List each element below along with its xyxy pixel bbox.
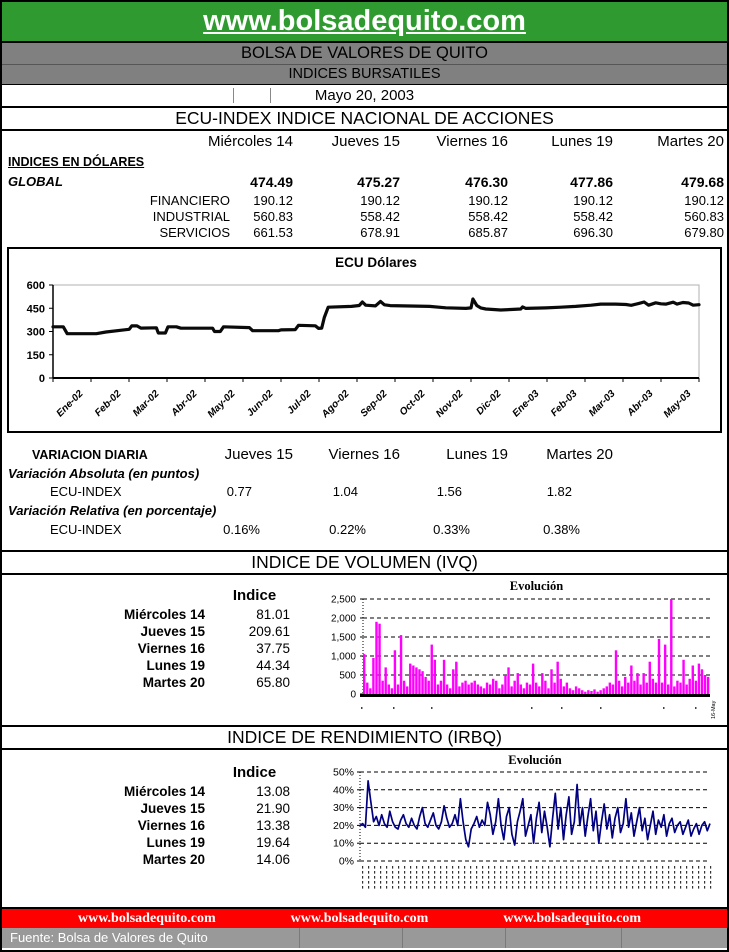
ecu-row-industrial [2,209,727,225]
svg-text:2,000: 2,000 [330,613,356,625]
value: 0.16% [223,522,260,537]
ivq-volume-chart [308,577,720,723]
footer-url-link[interactable]: www.bolsadequito.com [503,910,641,926]
group-label: INDICES EN DÓLARES [8,155,145,169]
row-label: Jueves 15 [140,801,205,816]
value: 477.86 [570,174,613,190]
value: 14.06 [256,852,290,867]
row-label: Miércoles 14 [123,607,205,622]
svg-text:150: 150 [26,349,45,362]
row-group-label: Variación Absoluta (en puntos) [8,466,200,481]
ecu-section-title: ECU-INDEX INDICE NACIONAL DE ACCIONES [2,106,727,131]
value: 476.30 [465,174,508,190]
value: 696.30 [573,225,613,240]
ecu-group-row [2,155,727,174]
svg-text:1,000: 1,000 [330,651,356,663]
row-label: Lunes 19 [146,835,205,850]
value: 37.75 [256,641,290,656]
footer-links-bar [2,907,727,928]
svg-text:Evolución: Evolución [509,579,564,593]
value: 190.12 [573,193,613,208]
ivq-section-title: INDICE DE VOLUMEN (IVQ) [2,552,727,575]
row-label: Viernes 16 [137,641,205,656]
top-banner [2,2,727,43]
svg-text:50%: 50% [332,766,354,779]
ecu-global-row [2,174,727,193]
date-text: Mayo 20, 2003 [314,87,415,104]
value: 65.80 [256,675,290,690]
value: 558.42 [360,209,400,224]
value: 190.12 [468,193,508,208]
value: 190.12 [360,193,400,208]
col-header: Indice [232,587,277,604]
variacion-header-row [2,446,727,464]
table-gridline [402,928,403,948]
ecu-header-row [2,133,727,155]
value: 558.42 [468,209,508,224]
banner-url-link[interactable]: www.bolsadequito.com [203,5,526,37]
svg-text:600: 600 [26,280,45,292]
value: 21.90 [256,801,290,816]
svg-text:Sep-02: Sep-02 [358,388,390,420]
svg-text:Oct-02: Oct-02 [397,388,428,419]
ecu-index-table [2,131,727,241]
col-header: Viernes 16 [436,133,508,150]
svg-text:Dic-02: Dic-02 [474,388,504,418]
ecu-row-financiero [2,193,727,209]
value: 685.87 [468,225,508,240]
source-text: Fuente: Bolsa de Valores de Quito [10,930,208,945]
value: 1.56 [436,484,462,499]
irbq-yield-chart [308,752,720,900]
value: 19.64 [256,835,290,850]
svg-text:Jun-02: Jun-02 [244,388,276,419]
row-label: INDUSTRIAL [152,209,230,224]
ecu-chart-canvas [9,249,720,427]
svg-text:0%: 0% [338,855,354,868]
col-header: Martes 20 [657,133,724,150]
value: 475.27 [357,174,400,190]
svg-text:Abr-02: Abr-02 [169,388,200,419]
row-label: Martes 20 [142,852,205,867]
table-gridline [299,928,300,948]
value: 678.91 [360,225,400,240]
svg-text:30%: 30% [332,802,354,815]
value: 190.12 [684,193,724,208]
value: 13.38 [256,818,290,833]
col-header: Jueves 15 [331,133,400,150]
value: 560.83 [684,209,724,224]
report-subtitle-bar: INDICES BURSATILES [2,65,727,85]
value: 190.12 [253,193,293,208]
row-label: SERVICIOS [159,225,230,240]
svg-text:2,500: 2,500 [330,594,356,606]
svg-text:1,500: 1,500 [330,632,356,644]
svg-text:Feb-02: Feb-02 [92,388,124,419]
row-label: Miércoles 14 [123,784,205,799]
svg-text:May-02: May-02 [205,388,238,421]
svg-text:ECU Dólares: ECU Dólares [335,255,417,270]
variacion-abs-row [2,484,727,501]
report-date [2,85,727,106]
value: 0.33% [433,522,470,537]
table-gridline [270,88,271,103]
value: 0.22% [329,522,366,537]
row-label: Viernes 16 [137,818,205,833]
irbq-section-title: INDICE DE RENDIMIENTO (IRBQ) [2,727,727,750]
variacion-rel-row [2,522,727,539]
page-footer [2,907,727,948]
footer-url-link[interactable]: www.bolsadequito.com [290,910,429,926]
row-label: Lunes 19 [146,658,205,673]
svg-text:Ago-02: Ago-02 [319,388,352,421]
value: 558.42 [573,209,613,224]
col-header: Martes 20 [546,446,613,463]
variacion-rel-label-row [2,503,727,520]
col-header: Lunes 19 [446,446,508,463]
ecu-row-servicios [2,225,727,241]
svg-text:0: 0 [350,689,356,701]
table-gridline [505,928,506,948]
svg-text:Abr-03: Abr-03 [625,388,656,419]
value: 1.04 [332,484,358,499]
ivq-section [2,575,727,727]
value: 1.82 [546,484,572,499]
svg-text:Nov-02: Nov-02 [434,388,466,420]
svg-text:450: 450 [26,303,45,316]
svg-text:20%: 20% [332,819,354,832]
svg-text:Mar-03: Mar-03 [586,388,618,419]
col-header: Lunes 19 [551,133,613,150]
svg-text:Evolución: Evolución [508,753,562,767]
row-group-label: Variación Relativa (en porcentaje) [8,503,217,518]
svg-text:300: 300 [26,326,45,339]
footer-url-link[interactable]: www.bolsadequito.com [78,910,216,926]
value: 479.68 [681,174,724,190]
svg-text:40%: 40% [332,784,354,797]
value: 560.83 [253,209,293,224]
org-title-bar: BOLSA DE VALORES DE QUITO [2,43,727,65]
value: 661.53 [253,225,293,240]
ecu-dolares-chart [7,247,722,433]
row-label: Jueves 15 [140,624,205,639]
svg-text:Feb-03: Feb-03 [548,388,580,419]
table-gridline [621,928,622,948]
col-header: Miércoles 14 [207,133,293,150]
value: 13.08 [256,784,290,799]
svg-text:Ene-02: Ene-02 [54,388,86,420]
svg-text:16-May: 16-May [711,700,717,719]
svg-text:10%: 10% [332,837,354,850]
value: 44.34 [256,658,290,673]
col-header: Jueves 15 [224,446,293,463]
svg-text:Ene-03: Ene-03 [510,388,542,420]
row-label: FINANCIERO [149,193,230,208]
value: 0.77 [226,484,252,499]
svg-text:500: 500 [339,670,356,682]
value: 474.49 [250,174,293,190]
svg-text:Jul-02: Jul-02 [285,388,314,417]
col-header: Indice [232,764,277,781]
source-bar [2,928,727,948]
row-label: ECU-INDEX [50,522,122,537]
variacion-abs-label-row [2,466,727,483]
variacion-diaria-section [2,440,727,552]
row-label: ECU-INDEX [50,484,122,499]
value: 81.01 [256,607,290,622]
value: 0.38% [543,522,580,537]
row-label: Martes 20 [142,675,205,690]
svg-text:Mar-02: Mar-02 [130,388,162,419]
irbq-section [2,750,727,902]
svg-text:May-03: May-03 [661,388,694,421]
row-label: GLOBAL [8,174,63,189]
col-header: Viernes 16 [328,446,400,463]
table-gridline [233,88,234,103]
value: 679.80 [684,225,724,240]
section-label: VARIACION DIARIA [32,448,148,462]
value: 209.61 [248,624,290,639]
svg-text:0: 0 [38,373,45,385]
